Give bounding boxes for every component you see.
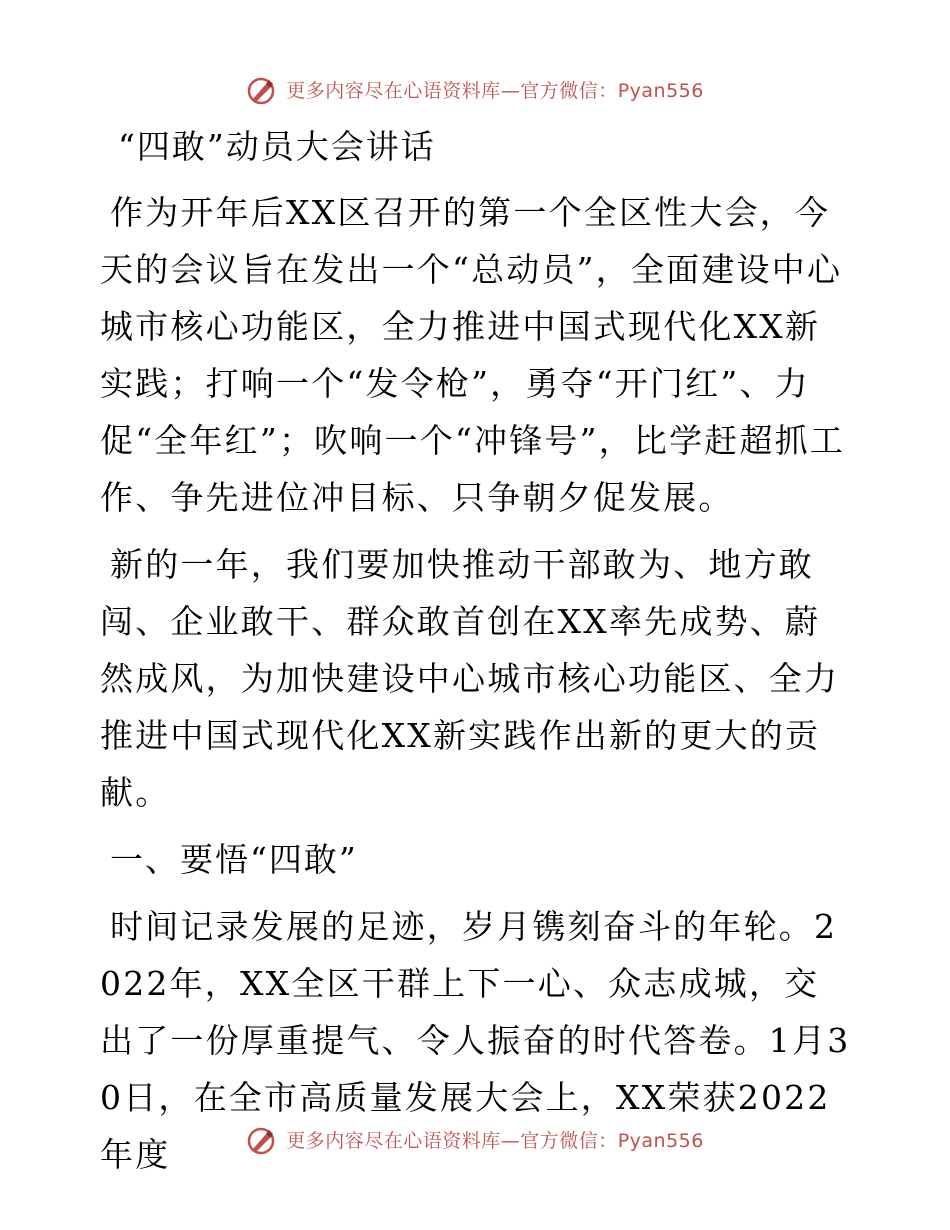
watermark-text — [286, 1121, 704, 1161]
watermark-main-text: 更多内容尽在心语资料库 — [286, 1129, 501, 1152]
watermark-main-text: 更多内容尽在心语资料库 — [286, 79, 501, 102]
section-paragraph: 时间记录发展的足迹，岁月镌刻奋斗的年轮。2022年，XX全区干群上下一心、众志成城，交出了一份厚重提气、令人振奋的时代答卷。1月30日，在全市高质量发展大会上，XX荣获2022年度 — [100, 907, 851, 1174]
document-body — [100, 120, 852, 1193]
watermark-suffix: 官方微信：Pyan556 — [520, 1129, 704, 1152]
paragraph-1: 作为开年后XX区召开的第一个全区性大会，今天的会议旨在发出一个“总动员”，全面建设中心城市核心功能区，全力推进中国式现代化XX新实践；打响一个“发令枪”，勇夺“开门红”、力促“全年红”；吹响一个“冲锋号”，比学赶超抓工作、争先进位冲目标、只争朝夕促发展。 — [100, 193, 846, 517]
pen-logo-icon — [246, 76, 276, 106]
watermark-separator: — — [500, 79, 521, 102]
watermark-text — [286, 71, 704, 111]
watermark-footer — [0, 1120, 950, 1160]
pen-logo-icon — [246, 1126, 276, 1156]
watermark-separator: — — [500, 1129, 521, 1152]
watermark-header — [0, 70, 950, 110]
watermark-suffix: 官方微信：Pyan556 — [520, 79, 704, 102]
paragraph-2: 新的一年，我们要加快推动干部敢为、地方敢闯、企业敢干、群众敢首创在XX率先成势、蔚然成风，为加快建设中心城市核心功能区、全力推进中国式现代化XX新实践作出新的更大的贡献。 — [100, 545, 840, 812]
document-title: “四敢”动员大会讲话 — [118, 127, 436, 166]
section-heading: 一、要悟“四敢” — [110, 840, 358, 879]
